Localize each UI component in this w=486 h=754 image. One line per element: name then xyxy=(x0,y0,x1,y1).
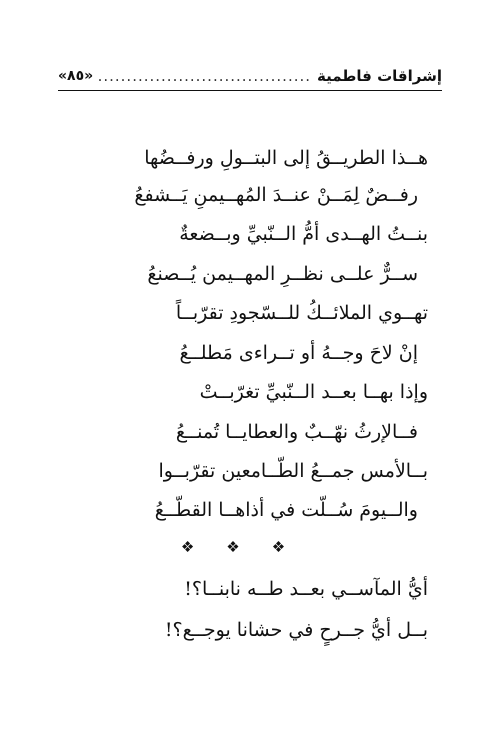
dot-leader xyxy=(99,67,311,85)
verse-line: إنْ لاحَ وجــهُ أو تــراءى مَطلــعُ xyxy=(179,342,418,364)
verse-line: بــل أيُّ جــرحٍ في حشانا يوجــع؟! xyxy=(164,619,428,641)
diamond-ornament-icon: ❖ xyxy=(271,538,306,556)
verse-line: تهــوي الملائــكُ للــسّجودِ تقرّبــاً xyxy=(175,302,428,324)
verse-line: ســرٌّ علــى نظــرِ المهــيمن يُــصنعُ xyxy=(147,263,418,285)
verse-line: أيُّ المآســي بعــد طــه نابنــا؟! xyxy=(184,578,428,600)
verse-line: فــالإرثُ نهّــبٌ والعطايــا تُمنــعُ xyxy=(175,421,418,443)
book-title: إشراقات فاطمية xyxy=(317,67,442,85)
verse-line: والــيومَ سُــلّت في أذاهــا القطّــعُ xyxy=(154,499,418,521)
verse-line: بنــتُ الهــدى أمُّ الــنّبيِّ وبــضعةٌ xyxy=(179,223,428,245)
verse-line: وإذا بهــا بعــد الــنّبيِّ تغرّبــتْ xyxy=(199,381,428,403)
running-header xyxy=(58,62,442,90)
verse-line: هــذا الطريــقُ إلى البتــولِ ورفــضُها xyxy=(144,147,428,169)
header-rule xyxy=(58,90,442,91)
diamond-ornament-icon: ❖ xyxy=(226,538,260,556)
verse-line: رفــضٌ لِمَــنْ عنــدَ المُهــيمنِ يَــشفعُ xyxy=(134,184,418,206)
section-ornament xyxy=(0,538,486,556)
verse-line: بــالأمس جمــعُ الطّــامعين تقرّبــوا xyxy=(158,460,428,482)
diamond-ornament-icon: ❖ xyxy=(180,538,215,556)
page-number: «٨٥» xyxy=(58,68,94,84)
